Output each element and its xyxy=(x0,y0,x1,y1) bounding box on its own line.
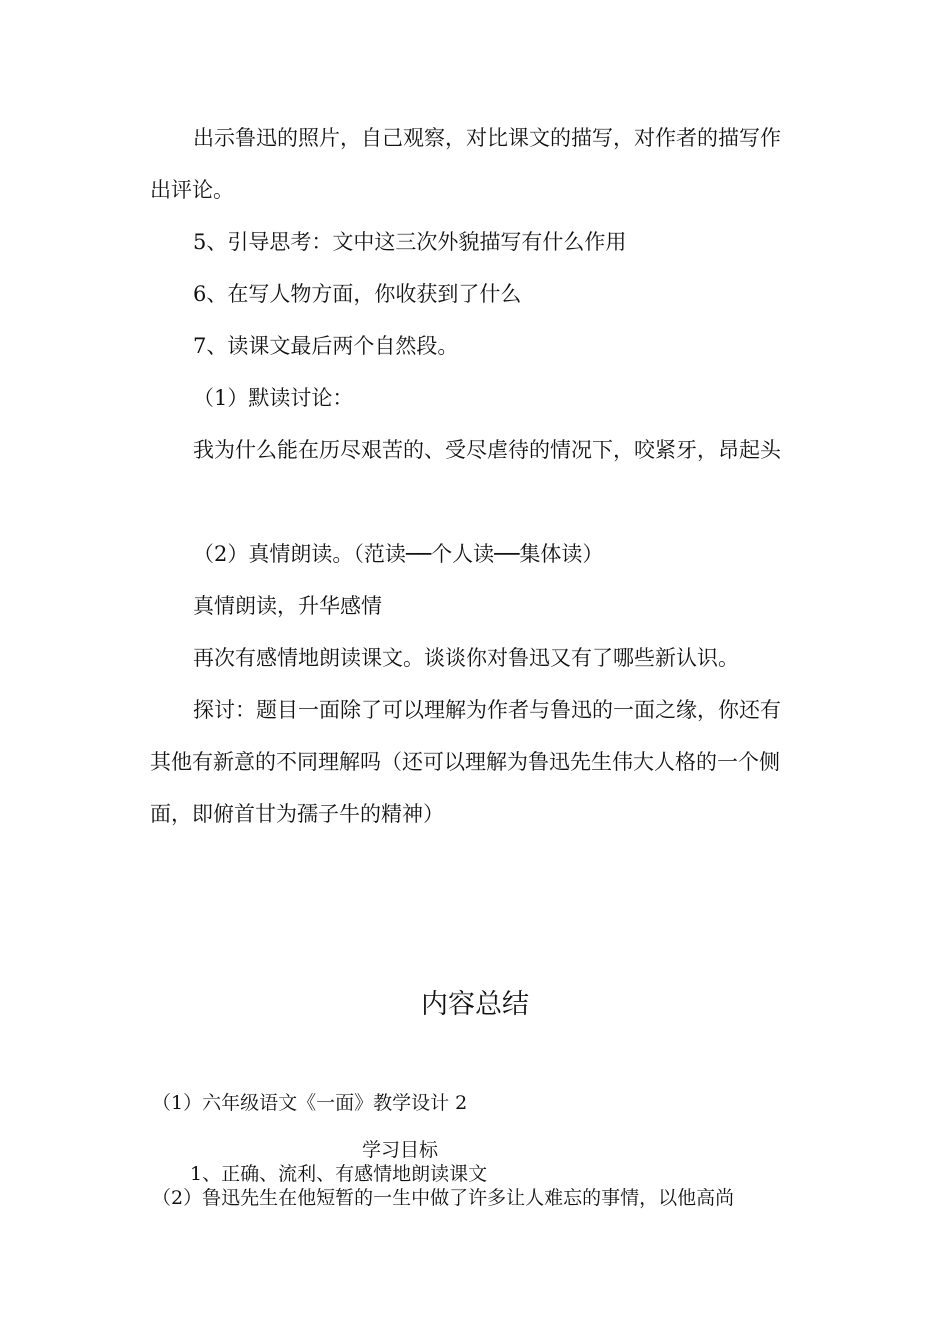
paragraph-discussion-question: 我为什么能在历尽艰苦的、受尽虐待的情况下，咬紧牙，昂起头 xyxy=(193,438,781,462)
summary-goal-1: 1、正确、流利、有感情地朗读课文 xyxy=(190,1163,488,1185)
paragraph-silent-reading: （1）默读讨论： xyxy=(193,386,354,410)
paragraph-explore: 探讨：题目一面除了可以理解为作者与鲁迅的一面之缘，你还有其他有新意的不同理解吗（还可以理解为鲁迅先生伟大人格的一个侧面，即俯首甘为孺子牛的精神） xyxy=(150,698,781,826)
summary-item-2: （2）鲁迅先生在他短暂的一生中做了许多让人难忘的事情，以他高尚 xyxy=(152,1187,735,1209)
paragraph-step-5: 5、引导思考：文中这三次外貌描写有什么作用 xyxy=(193,230,627,254)
paragraph-step-6: 6、在写人物方面，你收获到了什么 xyxy=(193,282,522,306)
summary-subtitle: 学习目标 xyxy=(362,1139,439,1161)
summary-item-1: （1）六年级语文《一面》教学设计 2 xyxy=(152,1092,468,1114)
paragraph-true-reading: （2）真情朗读。（范读──个人读──集体读） xyxy=(193,542,604,566)
paragraph-sublimate-emotion: 真情朗读，升华感情 xyxy=(193,594,382,618)
paragraph-photo-observation: 出示鲁迅的照片，自己观察，对比课文的描写，对作者的描写作出评论。 xyxy=(150,126,781,202)
paragraph-step-7: 7、读课文最后两个自然段。 xyxy=(193,334,459,358)
summary-title: 内容总结 xyxy=(421,989,529,1020)
paragraph-reread: 再次有感情地朗读课文。谈谈你对鲁迅又有了哪些新认识。 xyxy=(193,646,739,670)
